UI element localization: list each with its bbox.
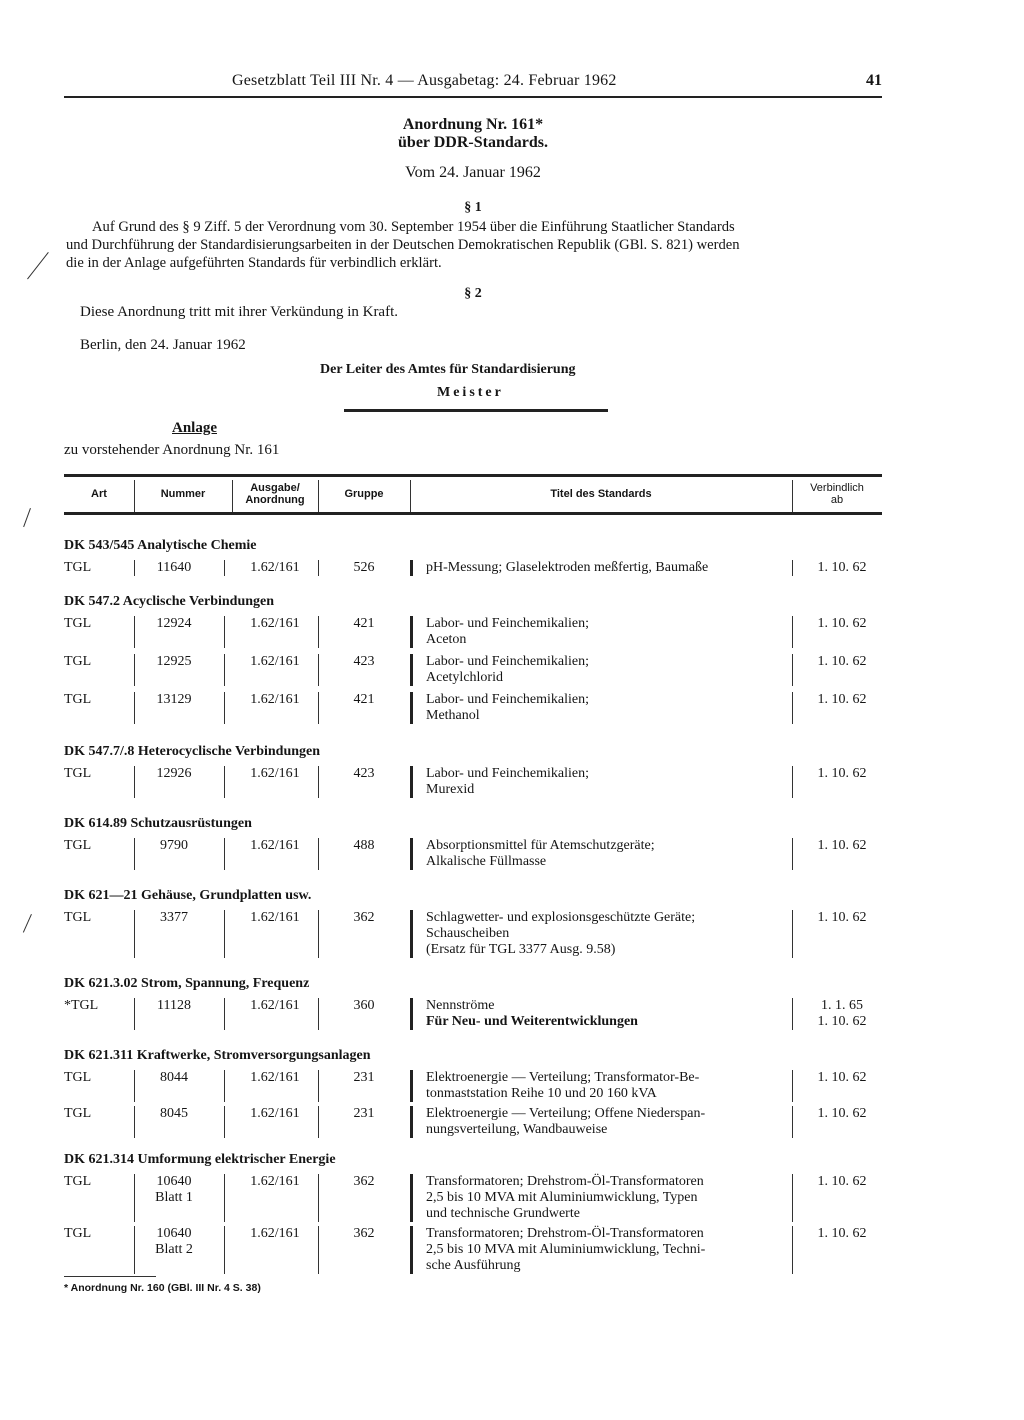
column-rule <box>792 1226 793 1274</box>
column-rule <box>792 560 793 576</box>
column-rule <box>318 1174 319 1222</box>
cell-art: TGL <box>64 910 92 925</box>
cell-verbindlich-line: 1. 10. 62 <box>817 766 867 781</box>
cell-nummer-line: 13129 <box>156 692 192 707</box>
cell-gruppe: 362 <box>353 1226 375 1241</box>
column-rule <box>224 838 225 870</box>
column-rule <box>224 560 225 576</box>
header-ausgabe-line: Ausgabe/ <box>250 482 300 494</box>
section-2-heading: § 2 <box>464 286 482 301</box>
column-rule <box>134 692 135 724</box>
header-verbindlich-line: Verbindlich <box>810 482 864 494</box>
cell-nummer-line: 11128 <box>157 998 191 1013</box>
column-rule <box>134 1226 135 1274</box>
cell-gruppe: 488 <box>353 838 375 853</box>
cell-gruppe: 362 <box>353 910 375 925</box>
column-rule <box>224 1174 225 1222</box>
cell-titel-line: Murexid <box>426 782 475 797</box>
cell-ausgabe: 1.62/161 <box>250 654 300 669</box>
column-rule <box>134 560 135 576</box>
cell-verbindlich-line: 1. 1. 65 <box>821 998 863 1013</box>
cell-verbindlich <box>802 998 882 1030</box>
cell-art: TGL <box>64 1070 92 1085</box>
header-rule <box>64 96 882 98</box>
header-titel: Titel des Standards <box>550 488 652 500</box>
signature-office: Der Leiter des Amtes für Standardisierung <box>320 362 576 377</box>
cell-art: *TGL <box>64 998 99 1013</box>
cell-art: TGL <box>64 1226 92 1241</box>
header-verbindlich <box>792 482 882 506</box>
table-row <box>64 654 882 686</box>
cell-gruppe: 423 <box>353 654 375 669</box>
cell-nummer-line: 8045 <box>160 1106 188 1121</box>
cell-titel-line: Labor- und Feinchemikalien; <box>426 654 590 669</box>
cell-nummer-line: 3377 <box>160 910 188 925</box>
column-rule <box>410 692 413 724</box>
table-row <box>64 838 882 870</box>
cell-titel-line: pH-Messung; Glaselektroden meßfertig, Baumaße <box>426 560 709 575</box>
cell-gruppe: 231 <box>353 1106 375 1121</box>
cell-titel-line: Schauscheiben <box>426 926 510 941</box>
cell-titel <box>426 838 792 870</box>
column-rule <box>318 1106 319 1138</box>
column-rule <box>792 766 793 798</box>
group-heading: DK 621—21 Gehäuse, Grundplatten usw. <box>64 888 312 903</box>
table-top-rule <box>64 474 882 477</box>
cell-verbindlich <box>802 1174 882 1190</box>
header-title: Gesetzblatt Teil III Nr. 4 — Ausgabetag: 24. Februar 1962 <box>232 72 617 89</box>
table-row <box>64 1174 882 1222</box>
column-rule <box>318 616 319 648</box>
column-rule <box>134 1174 135 1222</box>
header-verbindlich-line: ab <box>830 494 844 506</box>
cell-ausgabe: 1.62/161 <box>250 1226 300 1241</box>
table-row <box>64 910 882 958</box>
cell-titel-line: Acetylchlorid <box>426 670 503 685</box>
cell-verbindlich-line: 1. 10. 62 <box>817 1106 867 1121</box>
column-rule <box>318 560 319 576</box>
header-art: Art <box>91 488 107 500</box>
table-row <box>64 1106 882 1138</box>
cell-nummer <box>134 838 214 854</box>
cell-titel-line: nungsverteilung, Wandbauweise <box>426 1122 608 1137</box>
column-rule <box>318 1226 319 1274</box>
cell-gruppe: 362 <box>353 1174 375 1189</box>
cell-verbindlich-line: 1. 10. 62 <box>817 1226 867 1241</box>
cell-titel-line: Schlagwetter- und explosionsgeschützte Geräte; <box>426 910 696 925</box>
signature-name: Meister <box>437 385 504 400</box>
anlage-title: Anlage <box>172 420 217 436</box>
cell-nummer-line: Blatt 1 <box>155 1190 193 1205</box>
column-rule <box>318 1070 319 1102</box>
column-rule <box>224 1106 225 1138</box>
cell-nummer-line: 10640 <box>156 1226 192 1241</box>
group-heading: DK 547.7/.8 Heterocyclische Verbindungen <box>64 744 321 759</box>
cell-ausgabe: 1.62/161 <box>250 838 300 853</box>
cell-nummer-line: 12924 <box>156 616 192 631</box>
column-rule <box>318 910 319 958</box>
cell-verbindlich-line: 1. 10. 62 <box>817 910 867 925</box>
column-rule <box>410 998 413 1030</box>
cell-ausgabe: 1.62/161 <box>250 616 300 631</box>
cell-verbindlich-line: 1. 10. 62 <box>817 616 867 631</box>
cell-art: TGL <box>64 560 92 575</box>
cell-nummer <box>134 560 214 576</box>
cell-verbindlich <box>802 560 882 576</box>
table-row <box>64 766 882 798</box>
cell-verbindlich-line: 1. 10. 62 <box>817 1174 867 1189</box>
cell-titel <box>426 1226 792 1274</box>
cell-verbindlich-line: 1. 10. 62 <box>817 654 867 669</box>
column-rule <box>410 1226 413 1274</box>
margin-mark <box>23 914 32 933</box>
cell-titel <box>426 616 792 648</box>
cell-art: TGL <box>64 766 92 781</box>
column-rule <box>224 910 225 958</box>
column-rule <box>224 998 225 1030</box>
column-rule <box>134 616 135 648</box>
cell-titel-line: (Ersatz für TGL 3377 Ausg. 9.58) <box>426 942 616 957</box>
footnote: * Anordnung Nr. 160 (GBl. III Nr. 4 S. 38) <box>64 1282 261 1294</box>
cell-titel-line: Aceton <box>426 632 467 647</box>
cell-ausgabe: 1.62/161 <box>250 1106 300 1121</box>
cell-titel-line: Elektroenergie — Verteilung; Offene Niederspan- <box>426 1106 706 1121</box>
column-rule <box>410 838 413 870</box>
column-rule <box>792 1070 793 1102</box>
cell-nummer <box>134 692 214 708</box>
cell-nummer <box>134 766 214 782</box>
cell-verbindlich-line: 1. 10. 62 <box>817 838 867 853</box>
cell-gruppe: 423 <box>353 766 375 781</box>
cell-nummer-line: 12926 <box>156 766 192 781</box>
cell-art: TGL <box>64 1174 92 1189</box>
column-rule <box>410 766 413 798</box>
cell-verbindlich <box>802 1106 882 1122</box>
header-ausgabe <box>232 482 318 506</box>
cell-nummer <box>134 1106 214 1122</box>
column-rule <box>318 692 319 724</box>
cell-ausgabe: 1.62/161 <box>250 1174 300 1189</box>
column-rule <box>134 838 135 870</box>
cell-nummer <box>134 654 214 670</box>
cell-nummer <box>134 1226 214 1258</box>
header-ausgabe-line: Anordnung <box>245 494 305 506</box>
cell-art: TGL <box>64 654 92 669</box>
group-heading: DK 543/545 Analytische Chemie <box>64 538 257 553</box>
column-rule <box>792 998 793 1030</box>
column-rule <box>224 616 225 648</box>
cell-verbindlich <box>802 910 882 926</box>
cell-nummer-line: 9790 <box>160 838 188 853</box>
cell-art: TGL <box>64 838 92 853</box>
place-date: Berlin, den 24. Januar 1962 <box>80 337 246 353</box>
cell-nummer <box>134 1070 214 1086</box>
column-rule <box>792 910 793 958</box>
footnote-rule <box>64 1276 156 1277</box>
group-heading: DK 621.311 Kraftwerke, Stromversorgungsanlagen <box>64 1048 371 1063</box>
column-rule <box>134 654 135 686</box>
cell-verbindlich <box>802 654 882 670</box>
cell-nummer-line: 10640 <box>156 1174 192 1189</box>
cell-gruppe: 526 <box>353 560 375 575</box>
section-1-line: und Durchführung der Standardisierungsarbeiten in der Deutschen Demokratischen Republik (GBl. S. 821) werden <box>66 237 740 253</box>
cell-ausgabe: 1.62/161 <box>250 910 300 925</box>
column-rule <box>410 560 413 576</box>
column-rule <box>792 1106 793 1138</box>
cell-ausgabe: 1.62/161 <box>250 1070 300 1085</box>
cell-ausgabe: 1.62/161 <box>250 560 300 575</box>
cell-titel-line: Absorptionsmittel für Atemschutzgeräte; <box>426 838 655 853</box>
cell-titel-line: Transformatoren; Drehstrom-Öl-Transformatoren <box>426 1174 704 1189</box>
cell-nummer <box>134 910 214 926</box>
column-rule <box>792 616 793 648</box>
cell-gruppe: 360 <box>353 998 375 1013</box>
cell-nummer <box>134 998 214 1014</box>
cell-titel <box>426 1106 792 1138</box>
column-rule <box>134 1070 135 1102</box>
group-heading: DK 547.2 Acyclische Verbindungen <box>64 594 275 609</box>
column-rule <box>224 766 225 798</box>
column-rule <box>134 910 135 958</box>
cell-titel <box>426 692 792 724</box>
cell-titel <box>426 910 792 958</box>
cell-titel <box>426 560 792 576</box>
section-1-heading: § 1 <box>464 200 482 215</box>
header-gruppe: Gruppe <box>344 488 384 500</box>
cell-nummer-line: Blatt 2 <box>155 1242 193 1257</box>
column-rule <box>134 766 135 798</box>
section-2-line: Diese Anordnung tritt mit ihrer Verkündung in Kraft. <box>80 304 399 320</box>
cell-verbindlich <box>802 1070 882 1086</box>
table-header-rule <box>64 512 882 515</box>
cell-titel-line: 2,5 bis 10 MVA mit Aluminiumwicklung, Typen <box>426 1190 698 1205</box>
column-rule <box>318 654 319 686</box>
table-row <box>64 560 882 576</box>
page-header <box>64 72 882 96</box>
cell-titel-line: Alkalische Füllmasse <box>426 854 547 869</box>
cell-titel-line: Labor- und Feinchemikalien; <box>426 692 590 707</box>
column-rule <box>792 692 793 724</box>
cell-titel-line: tonmaststation Reihe 10 und 20 160 kVA <box>426 1086 657 1101</box>
cell-titel-line: Labor- und Feinchemikalien; <box>426 766 590 781</box>
cell-titel-line: 2,5 bis 10 MVA mit Aluminiumwicklung, Techni- <box>426 1242 706 1257</box>
cell-nummer <box>134 1174 214 1206</box>
column-rule <box>410 910 413 958</box>
cell-nummer-line: 12925 <box>156 654 192 669</box>
cell-gruppe: 421 <box>353 692 375 707</box>
column-rule <box>410 654 413 686</box>
column-rule <box>224 654 225 686</box>
section-1-line: die in der Anlage aufgeführten Standards für verbindlich erklärt. <box>66 255 442 271</box>
cell-verbindlich <box>802 838 882 854</box>
cell-titel-line: Für Neu- und Weiterentwicklungen <box>426 1014 638 1029</box>
cell-gruppe: 231 <box>353 1070 375 1085</box>
cell-verbindlich <box>802 1226 882 1242</box>
cell-nummer-line: 11640 <box>156 560 192 575</box>
cell-verbindlich <box>802 616 882 632</box>
column-rule <box>792 654 793 686</box>
table-row <box>64 616 882 648</box>
column-rule <box>410 1106 413 1138</box>
group-heading: DK 621.314 Umformung elektrischer Energie <box>64 1152 336 1167</box>
column-rule <box>134 1106 135 1138</box>
cell-titel-line: Nennströme <box>426 998 495 1013</box>
column-rule <box>318 838 319 870</box>
column-rule <box>318 998 319 1030</box>
cell-titel-line: und technische Grundwerte <box>426 1206 580 1221</box>
column-rule <box>792 1174 793 1222</box>
cell-titel-line: Methanol <box>426 708 480 723</box>
ordinance-title: Anordnung Nr. 161* <box>402 116 544 133</box>
cell-ausgabe: 1.62/161 <box>250 998 300 1013</box>
margin-mark <box>27 252 49 279</box>
header-nummer: Nummer <box>160 488 206 500</box>
cell-nummer <box>134 616 214 632</box>
group-heading: DK 614.89 Schutzausrüstungen <box>64 816 252 831</box>
table-row <box>64 692 882 724</box>
cell-verbindlich-line: 1. 10. 62 <box>817 1014 867 1029</box>
cell-ausgabe: 1.62/161 <box>250 766 300 781</box>
cell-verbindlich <box>802 692 882 708</box>
cell-art: TGL <box>64 616 92 631</box>
ordinance-date: Vom 24. Januar 1962 <box>405 164 541 181</box>
page-number: 41 <box>866 72 882 89</box>
cell-titel <box>426 766 792 798</box>
cell-titel-line: Elektroenergie — Verteilung; Transformator-Be- <box>426 1070 700 1085</box>
column-rule <box>792 838 793 870</box>
cell-titel <box>426 998 792 1030</box>
column-rule <box>224 692 225 724</box>
cell-titel-line: sche Ausführung <box>426 1258 521 1273</box>
cell-titel-line: Labor- und Feinchemikalien; <box>426 616 590 631</box>
cell-gruppe: 421 <box>353 616 375 631</box>
cell-titel <box>426 654 792 686</box>
cell-verbindlich-line: 1. 10. 62 <box>817 692 867 707</box>
cell-titel <box>426 1070 792 1102</box>
column-rule <box>410 1174 413 1222</box>
cell-verbindlich <box>802 766 882 782</box>
cell-art: TGL <box>64 692 92 707</box>
table-row <box>64 1226 882 1274</box>
table-row <box>64 1070 882 1102</box>
column-rule <box>410 616 413 648</box>
cell-verbindlich-line: 1. 10. 62 <box>817 1070 867 1085</box>
margin-mark <box>23 508 31 527</box>
column-rule <box>134 998 135 1030</box>
table-row <box>64 998 882 1030</box>
cell-art: TGL <box>64 1106 92 1121</box>
cell-verbindlich-line: 1. 10. 62 <box>817 560 867 575</box>
anlage-subtitle: zu vorstehender Anordnung Nr. 161 <box>64 442 280 458</box>
signature-rule <box>344 409 608 412</box>
column-rule <box>224 1226 225 1274</box>
cell-titel <box>426 1174 792 1222</box>
column-rule <box>224 1070 225 1102</box>
group-heading: DK 621.3.02 Strom, Spannung, Frequenz <box>64 976 310 991</box>
cell-nummer-line: 8044 <box>160 1070 188 1085</box>
cell-titel-line: Transformatoren; Drehstrom-Öl-Transformatoren <box>426 1226 704 1241</box>
column-rule <box>410 1070 413 1102</box>
cell-ausgabe: 1.62/161 <box>250 692 300 707</box>
section-1-line: Auf Grund des § 9 Ziff. 5 der Verordnung vom 30. September 1954 über die Einführung Staatlicher Standards <box>92 219 735 235</box>
column-rule <box>318 766 319 798</box>
ordinance-subtitle: über DDR-Standards. <box>398 134 548 151</box>
